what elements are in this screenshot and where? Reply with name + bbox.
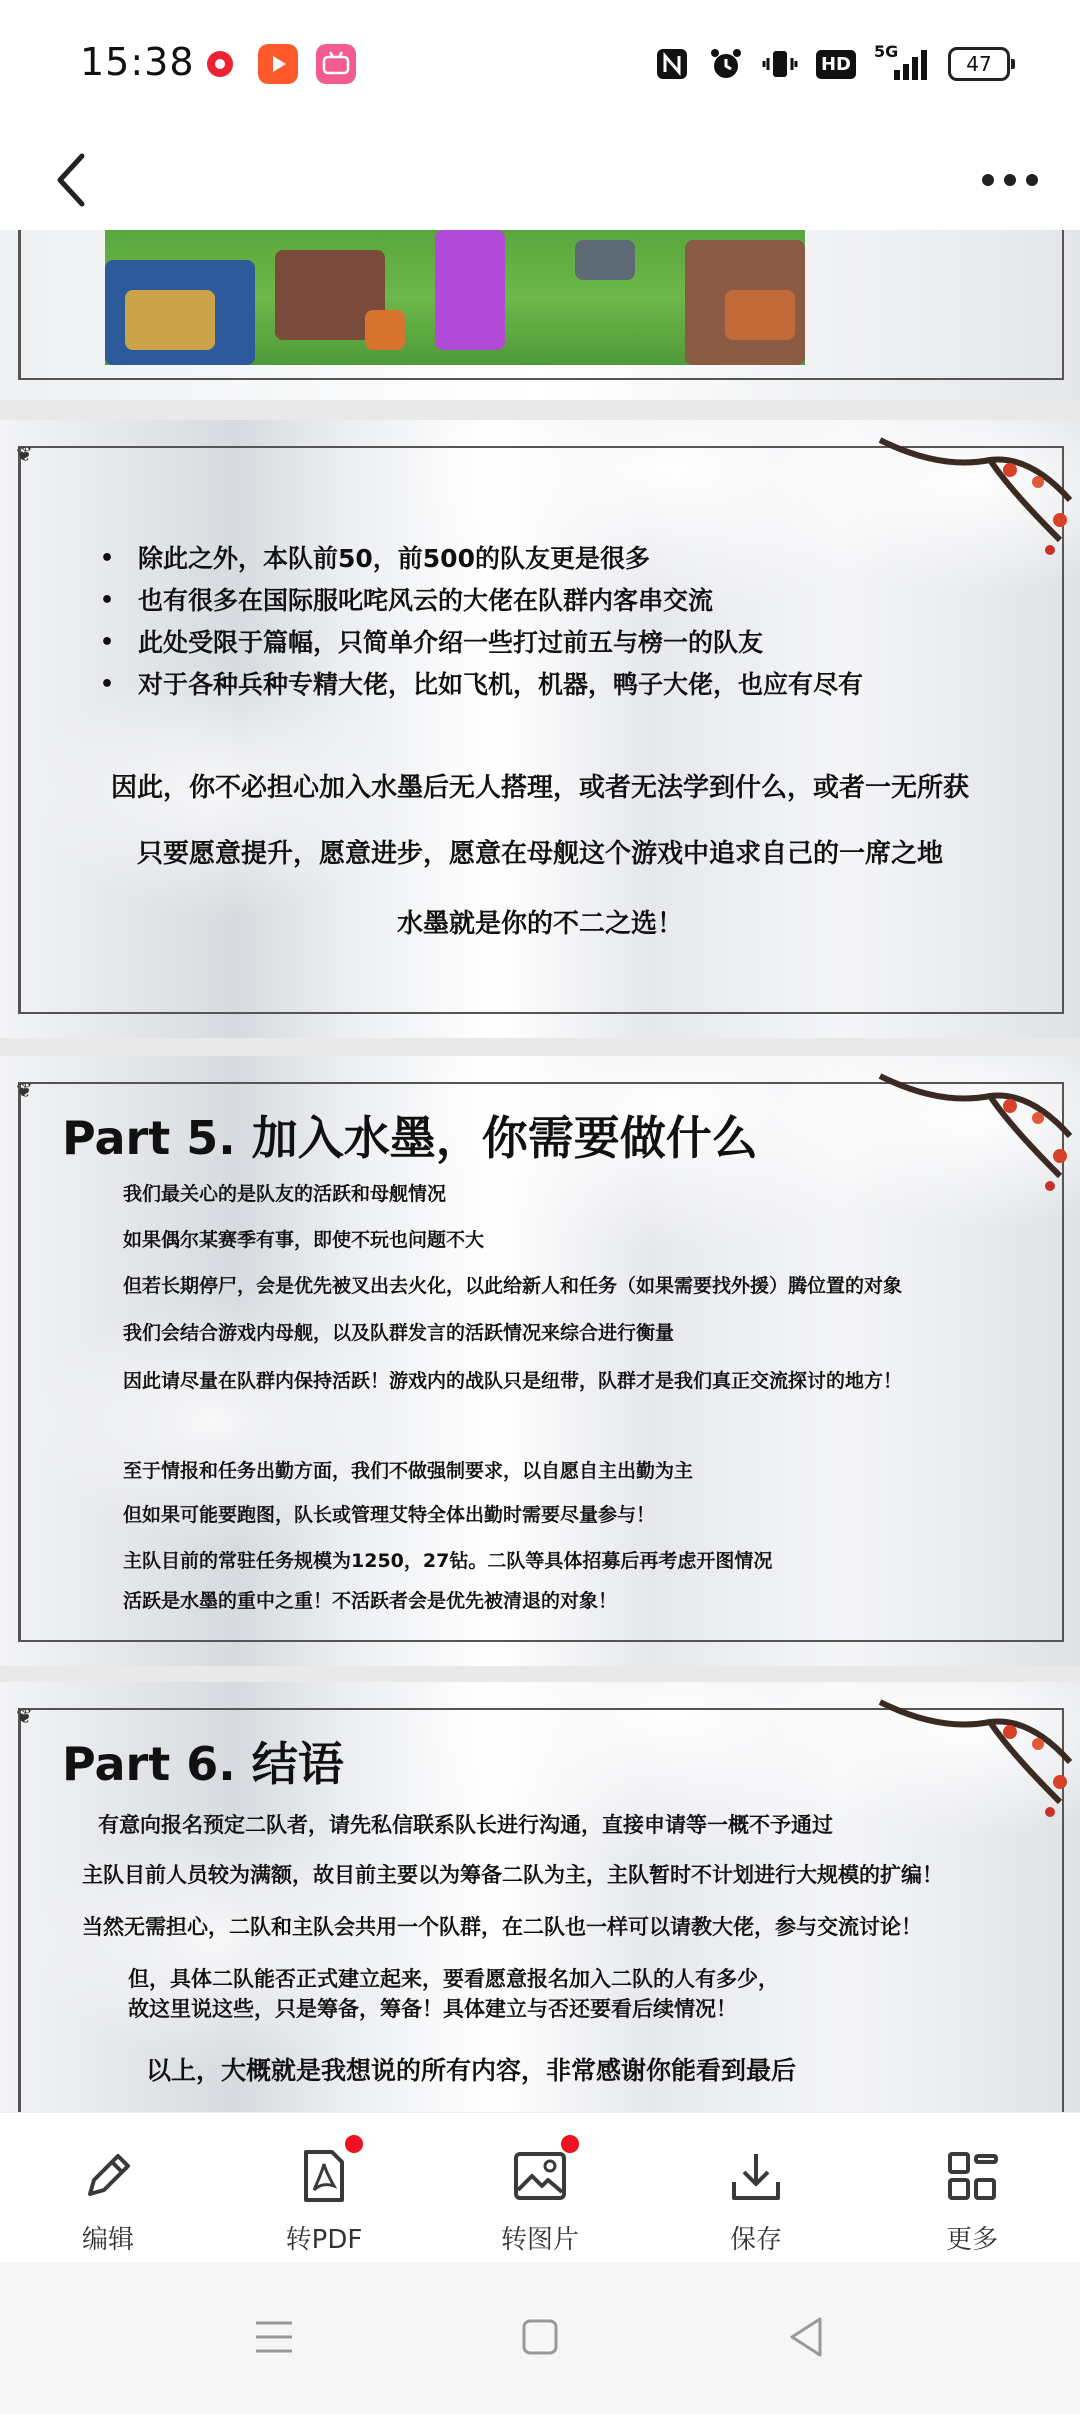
system-nav-bar — [0, 2262, 1080, 2414]
image-icon — [507, 2143, 573, 2209]
to-image-label: 转图片 — [500, 2225, 579, 2255]
closing-line-4: 但，具体二队能否正式建立起来，要看愿意报名加入二队的人有多少， — [128, 1967, 779, 1991]
notification-badge — [345, 2135, 363, 2153]
corner-ornament: ❦ — [16, 1704, 33, 1728]
more-dots-icon — [980, 172, 1040, 188]
summary-line-2: 只要愿意提升，愿意进步，愿意在母舰这个游戏中追求自己的一席之地 — [136, 839, 943, 869]
more-label: 更多 — [945, 2225, 998, 2255]
to-pdf-label: 转PDF — [285, 2225, 363, 2255]
edit-button[interactable] — [0, 2113, 216, 2263]
battery-indicator — [948, 47, 1010, 81]
part-5-title: Part 5. 加入水墨，你需要做什么 — [62, 1111, 758, 1165]
status-time: 15:38 — [80, 40, 195, 84]
vibrate-icon — [762, 44, 798, 84]
summary-line-1: 因此，你不必担心加入水墨后无人搭理，或者无法学到什么，或者一无所获 — [110, 773, 969, 803]
slide-1 — [0, 230, 1080, 400]
paragraph: 如果偶尔某赛季有事，即使不玩也问题不大 — [123, 1229, 485, 1251]
part-6-title: Part 6. 结语 — [62, 1737, 344, 1791]
bullet-item: • 此处受限于篇幅，只简单介绍一些打过前五与榜一的队友 — [100, 622, 863, 664]
hd-icon — [816, 44, 856, 84]
download-icon — [723, 2143, 789, 2209]
save-button[interactable] — [648, 2113, 864, 2263]
recent-apps-button[interactable] — [234, 2302, 314, 2372]
closing-line-5: 故这里说这些，只是筹备，筹备！具体建立与否还要看后续情况！ — [128, 1997, 737, 2021]
bottom-toolbar — [0, 2112, 1080, 2263]
paragraph: 但若长期停尸，会是优先被叉出去火化，以此给新人和任务（如果需要找外援）腾位置的对象 — [123, 1275, 903, 1297]
battery-level: 47 — [966, 52, 992, 76]
red-dot-app-icon — [200, 44, 240, 84]
more-options-button[interactable] — [970, 130, 1050, 230]
hd-label: HD — [816, 50, 856, 79]
bullet-item: • 对于各种兵种专精大佬，比如飞机，机器，鸭子大佬，也应有尽有 — [100, 664, 863, 706]
chevron-left-icon — [50, 150, 90, 210]
to-image-button[interactable] — [432, 2113, 648, 2263]
paragraph: 活跃是水墨的重中之重！不活跃者会是优先被清退的对象！ — [123, 1590, 618, 1612]
to-pdf-button[interactable] — [216, 2113, 432, 2263]
notification-icons — [200, 44, 356, 84]
app-bar — [0, 130, 1080, 230]
bullet-list — [100, 538, 863, 706]
square-icon — [520, 2317, 560, 2357]
grid-icon — [939, 2143, 1005, 2209]
bilibili-app-icon — [316, 44, 356, 84]
back-nav-button[interactable] — [766, 2302, 846, 2372]
corner-ornament: ❦ — [16, 1078, 33, 1102]
bullet-item: • 除此之外，本队前50，前500的队友更是很多 — [100, 538, 863, 580]
closing-line-1: 有意向报名预定二队者，请先私信联系队长进行沟通，直接申请等一概不予通过 — [98, 1813, 833, 1837]
paragraph: 因此请尽量在队群内保持活跃！游戏内的战队只是纽带，队群才是我们真正交流探讨的地方！ — [123, 1370, 903, 1392]
pdf-icon — [291, 2143, 357, 2209]
home-button[interactable] — [500, 2302, 580, 2372]
slide-2 — [0, 420, 1080, 1038]
plum-branch-decoration — [860, 1066, 1080, 1266]
status-bar — [0, 0, 1080, 130]
pencil-icon — [75, 2143, 141, 2209]
paragraph: 我们最关心的是队友的活跃和母舰情况 — [123, 1183, 447, 1205]
bullet-item: • 也有很多在国际服叱咤风云的大佬在队群内客串交流 — [100, 580, 863, 622]
triangle-back-icon — [786, 2315, 826, 2359]
paragraph: 我们会结合游戏内母舰，以及队群发言的活跃情况来综合进行衡量 — [123, 1322, 675, 1344]
closing-line-6: 以上，大概就是我想说的所有内容，非常感谢你能看到最后 — [146, 2056, 797, 2085]
summary-line-3: 水墨就是你的不二之选！ — [396, 909, 683, 939]
game-screenshot-image — [105, 230, 805, 365]
nfc-icon — [654, 44, 690, 84]
5g-signal-icon — [874, 44, 930, 84]
corner-ornament: ❦ — [16, 442, 33, 466]
menu-lines-icon — [252, 2317, 296, 2357]
network-label: 5G — [874, 42, 899, 61]
save-label: 保存 — [729, 2225, 782, 2255]
plum-branch-decoration — [860, 430, 1080, 630]
paragraph: 但如果可能要跑图，队长或管理艾特全体出勤时需要尽量参与！ — [123, 1504, 656, 1526]
slide-3 — [0, 1056, 1080, 1666]
back-button[interactable] — [30, 130, 110, 230]
closing-line-2: 主队目前人员较为满额，故目前主要以为筹备二队为主，主队暂时不计划进行大规模的扩编！ — [82, 1863, 943, 1887]
alarm-icon — [708, 44, 744, 84]
paragraph: 主队目前的常驻任务规模为1250，27钻。二队等具体招募后再考虑开图情况 — [123, 1550, 773, 1572]
slide-4 — [0, 1682, 1080, 2112]
notification-badge — [561, 2135, 579, 2153]
closing-line-3: 当然无需担心，二队和主队会共用一个队群，在二队也一样可以请教大佬，参与交流讨论！ — [82, 1915, 922, 1939]
paragraph: 至于情报和任务出勤方面，我们不做强制要求，以自愿自主出勤为主 — [123, 1460, 694, 1482]
system-status-icons — [654, 44, 1010, 84]
video-play-app-icon — [258, 44, 298, 84]
document-viewer[interactable] — [0, 230, 1080, 2112]
edit-label: 编辑 — [81, 2225, 134, 2255]
more-button[interactable] — [864, 2113, 1080, 2263]
